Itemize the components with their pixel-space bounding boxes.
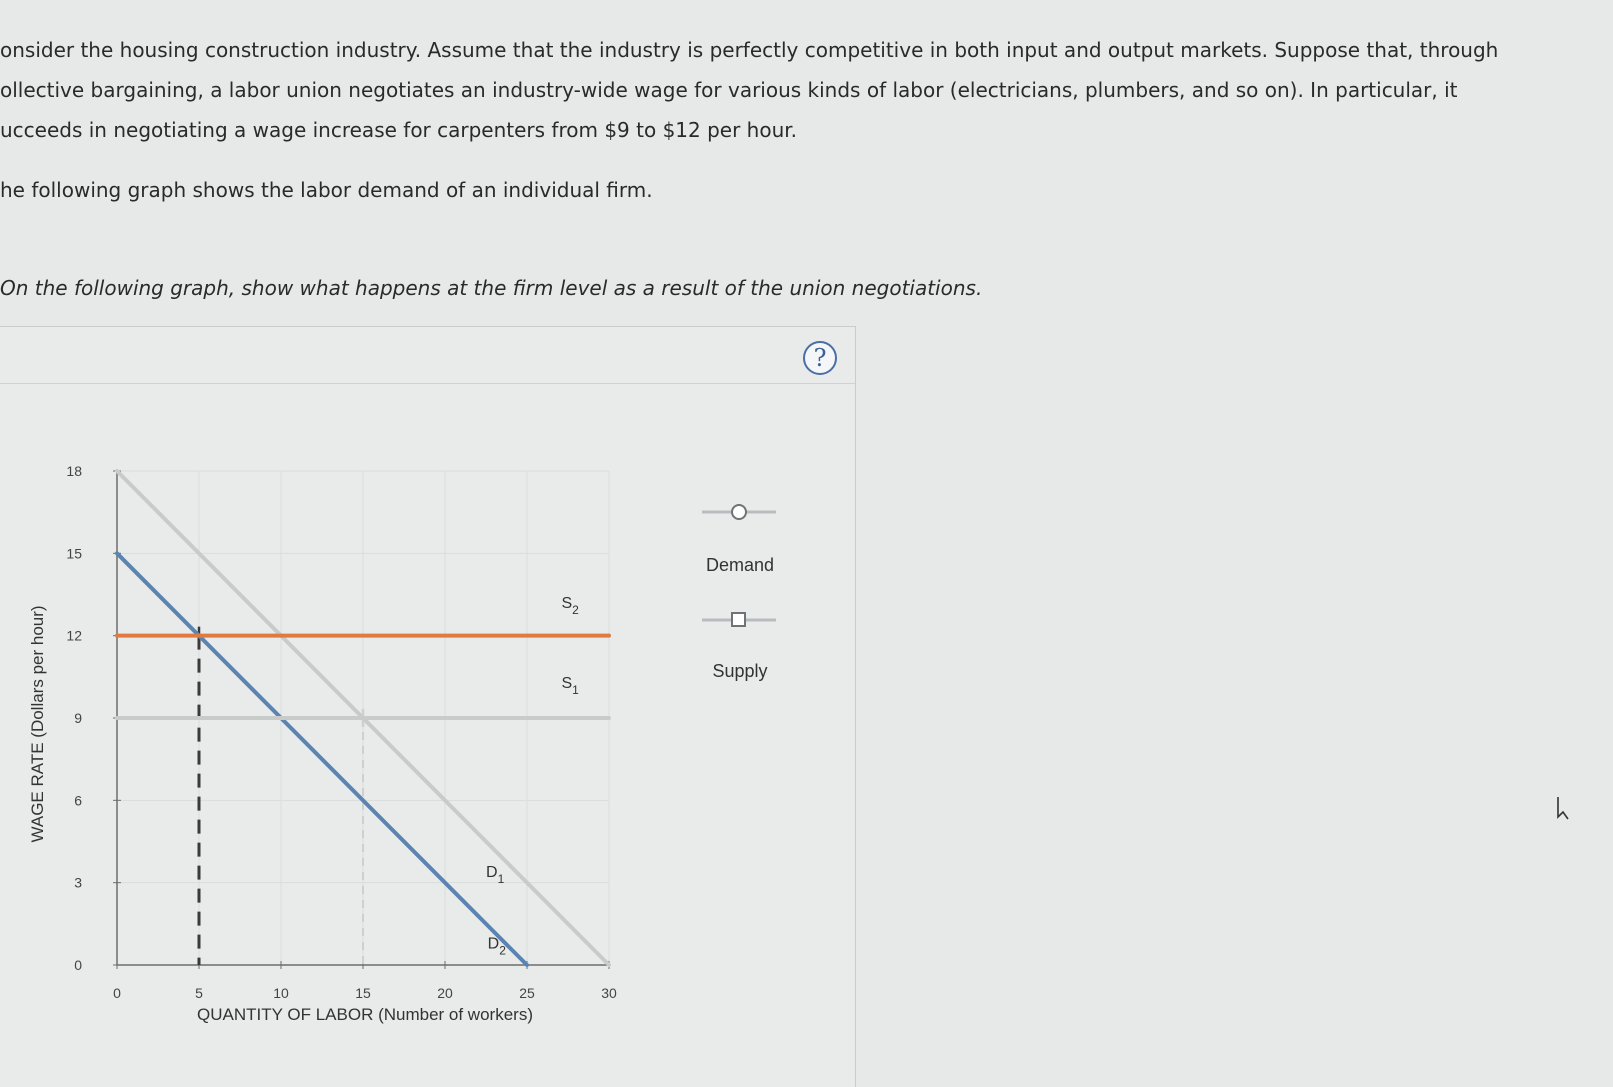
y-tick-label: 9 [74, 710, 82, 726]
y-axis-title: WAGE RATE (Dollars per hour) [28, 605, 47, 843]
demand-tool-icon[interactable] [700, 497, 780, 527]
y-tick-label: 12 [66, 627, 82, 644]
legend-demand-tool[interactable] [700, 495, 790, 585]
intro-line-2: ollective bargaining, a labor union negotiates an industry-wide wage for various kinds of labor (electricians, plumbers, and so on). In particular, it [0, 78, 1458, 102]
series-label-d2: $D_2$ [487, 935, 506, 958]
graph-instruction: On the following graph, show what happens at the firm level as a result of the union negotiations. [0, 276, 983, 300]
x-tick-label: 0 [113, 985, 121, 1001]
y-tick-label: 18 [66, 463, 82, 479]
demand-curve-d2[interactable] [117, 553, 527, 965]
legend-demand-label: Demand [705, 555, 775, 575]
x-axis-title: QUANTITY OF LABOR (Number of workers) [197, 1005, 533, 1024]
x-tick-label: 15 [355, 985, 371, 1001]
intro-line-3: ucceeds in negotiating a wage increase for carpenters from $9 to $12 per hour. [0, 118, 798, 142]
chart-labels [66, 463, 617, 1001]
legend-supply-label: Supply [712, 661, 768, 681]
y-tick-label: 6 [74, 792, 82, 809]
series-label-s1: $S_1$ [561, 674, 579, 697]
y-tick-label: 0 [74, 957, 82, 973]
x-tick-label: 30 [601, 985, 617, 1001]
y-tick-label: 15 [66, 545, 82, 562]
intro-line-1: onsider the housing construction industry. Assume that the industry is perfectly competitive in both input and output markets. Suppose that, through [0, 38, 1499, 62]
x-tick-label: 5 [195, 985, 203, 1001]
mouse-cursor-icon [1556, 795, 1570, 821]
x-tick-label: 10 [273, 985, 289, 1001]
help-button[interactable]: ? [803, 341, 837, 375]
series-label-s2: $S_2$ [561, 595, 579, 618]
legend-supply-tool[interactable] [700, 603, 790, 693]
x-tick-label: 25 [519, 985, 535, 1001]
supply-tool-icon[interactable] [700, 605, 780, 635]
x-tick-label: 20 [437, 985, 453, 1001]
y-tick-label: 3 [74, 874, 82, 891]
graph-description: he following graph shows the labor demand of an individual firm. [0, 178, 653, 202]
series-label-d1: $D_1$ [486, 864, 505, 887]
